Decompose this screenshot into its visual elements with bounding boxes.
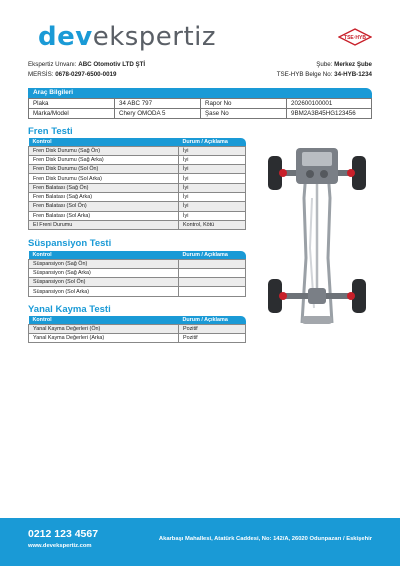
table-cell: Chery OMODA 5 <box>115 109 201 119</box>
table-cell <box>179 259 246 268</box>
vehicle-info-table <box>28 98 372 119</box>
branch-label: Şube: <box>316 61 333 68</box>
table-cell <box>179 287 246 296</box>
expert-value: ABC Otomotiv LTD ŞTİ <box>78 61 146 68</box>
table-cell: 202600100001 <box>287 99 372 109</box>
table-cell: Pozitif <box>179 324 246 333</box>
col-status: Durum / Açıklama <box>179 316 246 324</box>
table-cell: Rapor No <box>201 99 287 109</box>
table-cell: İyi <box>179 211 246 220</box>
footer <box>0 518 400 566</box>
car-chassis-illustration-icon <box>262 138 372 343</box>
table-row <box>29 211 246 220</box>
brand-part2: ekspertiz <box>92 22 217 52</box>
brake-title: Fren Testi <box>28 126 73 137</box>
table-row <box>29 192 246 201</box>
col-control: Kontrol <box>29 316 179 324</box>
table-row <box>29 268 246 277</box>
table-row <box>29 109 372 119</box>
branch-value: Merkez Şube <box>334 61 372 68</box>
table-cell: İyi <box>179 192 246 201</box>
table-cell: İyi <box>179 146 246 155</box>
table-row <box>29 259 246 268</box>
table-header <box>29 316 246 324</box>
table-cell: Pozitif <box>179 333 246 342</box>
footer-address: Akarbaşı Mahallesi, Atatürk Caddesi, No: 142/A, 26020 Odunpazarı / Eskişehir <box>158 536 372 542</box>
vehicle-section-header: Araç Bilgileri <box>28 88 372 98</box>
col-status: Durum / Açıklama <box>179 251 246 259</box>
table-row <box>29 165 246 174</box>
table-cell: Fren Disk Durumu (Sol Ön) <box>29 165 179 174</box>
cert-label: TSE-HYB Belge No: <box>276 71 333 78</box>
table-cell: İyi <box>179 165 246 174</box>
table-cell: Süspansiyon (Sol Arka) <box>29 287 179 296</box>
table-row <box>29 333 246 342</box>
cert-value: 34-HYB-1234 <box>334 71 372 78</box>
table-cell: Fren Disk Durumu (Sağ Arka) <box>29 155 179 164</box>
table-cell: Süspansiyon (Sağ Ön) <box>29 259 179 268</box>
footer-phone[interactable]: 0212 123 4567 <box>28 528 99 540</box>
table-cell: Fren Disk Durumu (Sol Arka) <box>29 174 179 183</box>
tse-logo-icon <box>338 28 372 46</box>
table-cell: Fren Balatası (Sol Arka) <box>29 211 179 220</box>
table-cell: Kontrol, Kötü <box>179 220 246 229</box>
brand-logo <box>38 22 216 52</box>
col-status: Durum / Açıklama <box>179 138 246 146</box>
table-cell: Süspansiyon (Sol Ön) <box>29 278 179 287</box>
brand-part1: dev <box>38 22 93 52</box>
table-cell: İyi <box>179 155 246 164</box>
table-row <box>29 146 246 155</box>
col-control: Kontrol <box>29 138 179 146</box>
table-cell: Şase No <box>201 109 287 119</box>
table-cell <box>179 278 246 287</box>
table-cell: Yanal Kayma Değerleri (Ön) <box>29 324 179 333</box>
header-right <box>277 60 372 80</box>
col-control: Kontrol <box>29 251 179 259</box>
suspension-table <box>28 251 246 297</box>
table-cell: 34 ABC 797 <box>115 99 201 109</box>
table-cell: Marka/Model <box>29 109 115 119</box>
suspension-title: Süspansiyon Testi <box>28 238 112 249</box>
table-cell: Fren Balatası (Sağ Ön) <box>29 183 179 192</box>
table-cell: Fren Balatası (Sağ Arka) <box>29 192 179 201</box>
table-row <box>29 183 246 192</box>
table-cell: Süspansiyon (Sağ Arka) <box>29 268 179 277</box>
table-cell: Fren Balatası (Sol Ön) <box>29 202 179 211</box>
table-cell: İyi <box>179 202 246 211</box>
footer-website-link[interactable]: www.devekspertiz.com <box>28 543 92 549</box>
table-cell: İyi <box>179 183 246 192</box>
sideslip-title: Yanal Kayma Testi <box>28 304 111 315</box>
table-row <box>29 99 372 109</box>
table-cell: Fren Disk Durumu (Sağ Ön) <box>29 146 179 155</box>
mersis-value: 0678-0297-6500-0019 <box>55 71 117 78</box>
table-header <box>29 251 246 259</box>
table-cell: İyi <box>179 174 246 183</box>
table-cell: Plaka <box>29 99 115 109</box>
table-row <box>29 202 246 211</box>
table-row <box>29 220 246 229</box>
table-row <box>29 155 246 164</box>
sideslip-table <box>28 316 246 343</box>
table-row <box>29 324 246 333</box>
mersis-label: MERSİS: <box>28 71 54 78</box>
expert-label: Ekspertiz Unvanı: <box>28 61 77 68</box>
table-cell: 9BM2A3B45HG123456 <box>287 109 372 119</box>
table-cell: Yanal Kayma Değerleri (Arka) <box>29 333 179 342</box>
table-row <box>29 278 246 287</box>
table-cell <box>179 268 246 277</box>
brake-table <box>28 138 246 230</box>
header-left <box>28 60 145 80</box>
tse-logo-text: TSE·HYB <box>344 35 366 41</box>
table-cell: El Freni Durumu <box>29 220 179 229</box>
table-row <box>29 287 246 296</box>
table-row <box>29 174 246 183</box>
table-header <box>29 138 246 146</box>
